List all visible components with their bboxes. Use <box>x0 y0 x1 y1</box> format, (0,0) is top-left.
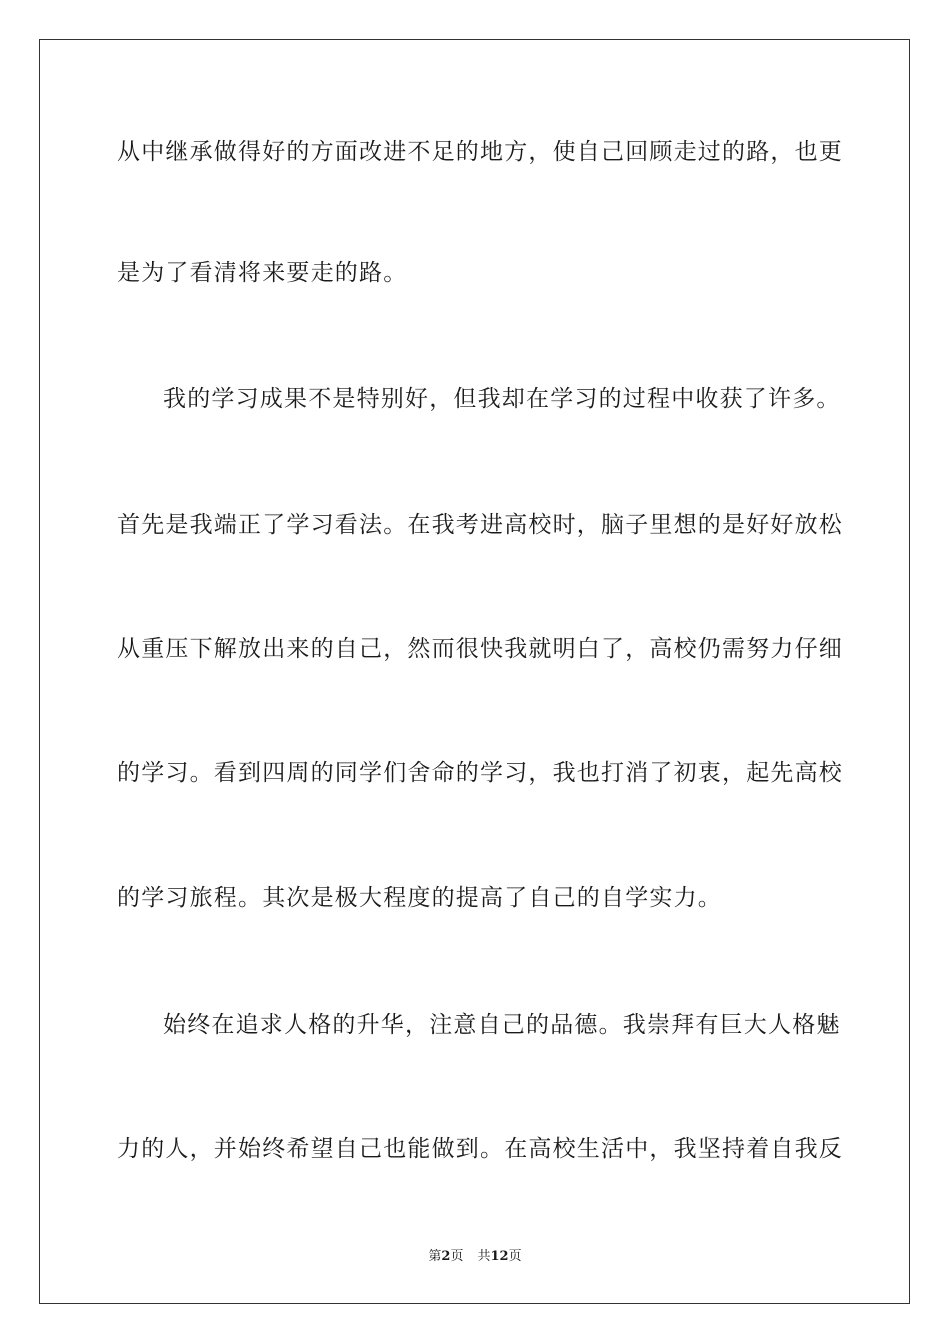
page-number: 2 <box>441 1249 451 1264</box>
text-line-3: 我的学习成果不是特别好，但我却在学习的过程中收获了许多。 <box>163 386 841 412</box>
total-label-prefix: 共 <box>477 1249 491 1264</box>
page-border <box>39 39 910 1304</box>
text-line-5: 从重压下解放出来的自己，然而很快我就明白了，高校仍需努力仔细 <box>117 636 843 662</box>
page-footer <box>0 1248 950 1266</box>
text-line-9: 力的人，并始终希望自己也能做到。在高校生活中，我坚持着自我反 <box>117 1136 843 1162</box>
text-line-8: 始终在追求人格的升华，注意自己的品德。我崇拜有巨大人格魅 <box>163 1012 841 1038</box>
text-line-4: 首先是我端正了学习看法。在我考进高校时，脑子里想的是好好放松 <box>117 512 843 538</box>
text-line-7: 的学习旅程。其次是极大程度的提高了自己的自学实力。 <box>117 885 722 911</box>
total-pages: 12 <box>490 1249 509 1264</box>
page-label-prefix: 第 <box>428 1249 442 1264</box>
text-line-6: 的学习。看到四周的同学们舍命的学习，我也打消了初衷，起先高校 <box>117 760 843 786</box>
text-line-1: 从中继承做得好的方面改进不足的地方，使自己回顾走过的路，也更 <box>117 139 843 165</box>
text-line-2: 是为了看清将来要走的路。 <box>117 260 408 286</box>
total-label-suffix: 页 <box>508 1249 522 1264</box>
page-label-suffix: 页 <box>450 1249 464 1264</box>
